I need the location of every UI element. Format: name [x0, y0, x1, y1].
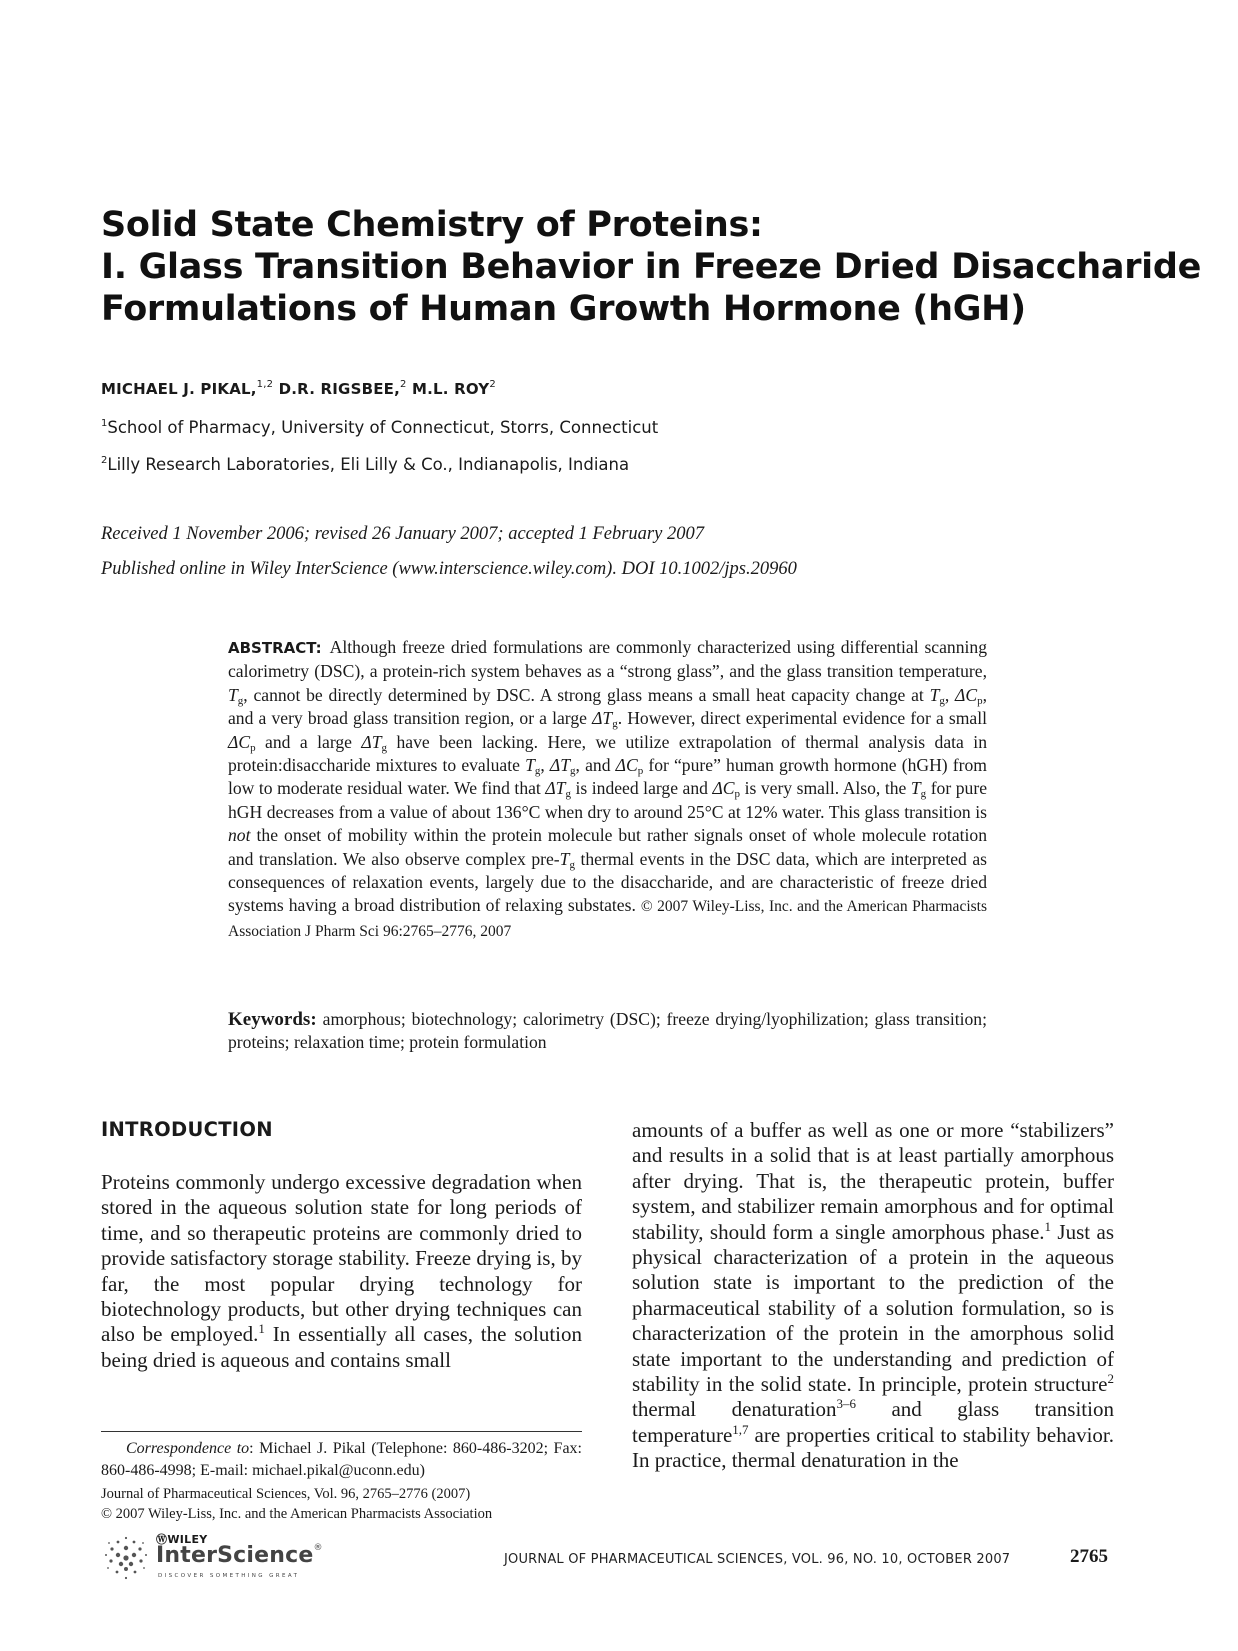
logo-name — [156, 1543, 323, 1568]
subscript: g — [612, 718, 618, 731]
correspondence-text: : Michael J. Pikal (Telephone: 860-486-3202; Fax: 860-486-4998; E-mail: michael.pikal@uconn.edu) — [101, 1440, 582, 1479]
subscript: p — [734, 788, 741, 801]
body-text: Proteins commonly undergo excessive degradation when stored in the aqueous solution state for long periods of time, and so therapeutic proteins are commonly dried to provide satisfactory storage stability. Freeze drying is, by far, the most popular drying technology for biotechnology products, but other drying techniques can also be employed. — [101, 1170, 582, 1347]
author-name: M.L. ROY — [412, 380, 490, 398]
title-line-1: Solid State Chemistry of Proteins: — [101, 205, 763, 245]
body-text: thermal denaturation — [632, 1397, 837, 1422]
abstract-text: and a large — [255, 731, 362, 752]
correspondence-label: Correspondence to — [126, 1440, 250, 1457]
title-line-3: Formulations of Human Growth Hormone (hGH) — [101, 289, 1026, 329]
article-title — [101, 204, 1202, 330]
emphasis: not — [228, 825, 251, 846]
keywords-label: Keywords: — [228, 1009, 317, 1030]
subscript: g — [920, 788, 927, 801]
symbol: ΔT — [545, 778, 566, 799]
affiliation-sup: 1 — [101, 418, 108, 429]
journal-info — [101, 1485, 582, 1524]
abstract-text: thermal events in the DSC data, which are interpreted as consequences of relaxation events, largely due to the disaccharide, and are characteristic of freeze dried systems having a broad distribution of relaxing substates. — [228, 848, 987, 916]
subscript: p — [977, 694, 983, 707]
abstract-text: for “pure” human growth hormone (hGH) from low to moderate residual water. We find that — [228, 755, 987, 799]
symbol: ΔT — [592, 708, 613, 729]
reference-sup[interactable]: 3–6 — [836, 1396, 857, 1412]
symbol: T — [559, 848, 570, 869]
symbol: ΔT — [361, 731, 382, 752]
abstract-text: , and a very broad glass transition region, or a large — [228, 684, 988, 729]
affiliation — [101, 418, 658, 437]
page-number: 2765 — [1070, 1546, 1108, 1567]
copyright-line: © 2007 Wiley-Liss, Inc. and the American Pharmacists Association — [101, 1505, 493, 1522]
symbol: T — [910, 778, 921, 799]
reference-sup[interactable]: 1 — [1044, 1218, 1052, 1234]
abstract-label: ABSTRACT: — [228, 639, 322, 657]
author-name: D.R. RIGSBEE, — [278, 380, 400, 398]
body-text: Just as physical characterization of a protein in the aqueous solution state is important to the prediction of the pharmaceutical stability of a solution formulation, so is characterization of the protein in the amorphous solid state important to the understanding and prediction of stability in the solid state. In principle, protein structure — [632, 1219, 1114, 1397]
abstract — [228, 636, 987, 943]
symbol: T — [525, 755, 535, 776]
reference-sup[interactable]: 2 — [1107, 1371, 1114, 1387]
abstract-text: Although freeze dried formulations are commonly characterized using differential scanning calorimetry (DSC), a protein-rich system behaves as a “strong glass”, and the glass transition temperature, — [228, 637, 987, 682]
subscript: g — [237, 694, 244, 707]
reference-sup[interactable]: 1,7 — [732, 1421, 749, 1437]
abstract-text: have been lacking. Here, we utilize extrapolation of thermal analysis data in protein:disaccharide mixtures to evaluate — [228, 731, 987, 776]
section-heading: INTRODUCTION — [101, 1118, 273, 1141]
symbol: T — [929, 684, 940, 705]
subscript: g — [939, 694, 945, 707]
abstract-text: is indeed large and — [570, 778, 713, 799]
title-line-2: I. Glass Transition Behavior in Freeze Dried Disaccharide — [101, 247, 1202, 287]
author-list — [101, 380, 496, 398]
affiliation — [101, 455, 629, 474]
abstract-text: for pure hGH decreases from a value of about 136°C when dry to around 25°C at 12% water. This glass transition is — [228, 778, 987, 822]
body-text: In essentially all cases, the solution being dried is aqueous and contains small — [101, 1322, 582, 1372]
body-text: are properties critical to stability behavior. In practice, thermal denaturation in the — [632, 1422, 1114, 1473]
subscript: g — [570, 765, 576, 778]
publication-info: Published online in Wiley InterScience (www.interscience.wiley.com). DOI 10.1002/jps.20960 — [101, 559, 797, 579]
abstract-text: , cannot be directly determined by DSC. A strong glass means a small heat capacity change at — [243, 684, 930, 705]
subscript: p — [637, 765, 644, 778]
subscript: g — [569, 858, 575, 871]
author-affil-sup: 2 — [400, 379, 407, 390]
body-text: amounts of a buffer as well as one or more “stabilizers” and results in a solid that is at least partially amorphous after drying. That is, the therapeutic protein, buffer system, and stabilizer remain amorphous and for optimal stability, should form a single amorphous phase. — [632, 1118, 1114, 1244]
subscript: g — [534, 765, 541, 778]
footnote-divider — [101, 1431, 582, 1432]
journal-line: Journal of Pharmaceutical Sciences, Vol. 96, 2765–2776 (2007) — [101, 1486, 471, 1502]
logo-name-text: InterScience — [156, 1543, 314, 1568]
reference-sup[interactable]: 1 — [258, 1321, 265, 1337]
wiley-interscience-logo — [100, 1533, 340, 1583]
symbol: ΔT — [549, 755, 571, 776]
body-text: and glass transition temperature — [632, 1397, 1114, 1447]
subscript: g — [381, 741, 388, 754]
abstract-text: , — [944, 684, 956, 705]
registered-mark: ® — [313, 1543, 323, 1553]
keywords — [228, 1008, 987, 1055]
symbol: T — [228, 684, 238, 705]
author-affil-sup: 2 — [489, 379, 496, 390]
abstract-text: , and — [575, 755, 616, 776]
abstract-text: , — [540, 755, 550, 776]
abstract-citation: © 2007 Wiley-Liss, Inc. and the American Pharmacists Association J Pharm Sci 96:2765–2776, 2007 — [228, 898, 987, 940]
affiliation-text: School of Pharmacy, University of Connecticut, Storrs, Connecticut — [107, 418, 659, 437]
abstract-text: the onset of mobility within the protein molecule but rather signals onset of whole molecule rotation and translation. We also observe complex pre- — [228, 825, 987, 869]
abstract-text: . However, direct experimental evidence for a small — [617, 708, 987, 729]
affiliation-text: Lilly Research Laboratories, Eli Lilly & Co., Indianapolis, Indiana — [107, 455, 630, 474]
symbol: ΔC — [615, 755, 638, 776]
running-footer: JOURNAL OF PHARMACEUTICAL SCIENCES, VOL. 96, NO. 10, OCTOBER 2007 — [504, 1552, 1011, 1567]
subscript: p — [250, 741, 256, 754]
logo-wiley-text: WILEY — [167, 1533, 208, 1546]
affiliation-sup: 2 — [101, 455, 108, 466]
globe-icon — [100, 1533, 152, 1583]
symbol: ΔC — [228, 731, 251, 752]
received-dates: Received 1 November 2006; revised 26 January 2007; accepted 1 February 2007 — [101, 524, 704, 544]
author-affil-sup: 1,2 — [256, 379, 274, 390]
symbol: ΔC — [712, 778, 735, 799]
correspondence-footnote — [101, 1438, 582, 1481]
author-name: MICHAEL J. PIKAL, — [101, 380, 257, 398]
subscript: g — [565, 788, 571, 801]
abstract-text: is very small. Also, the — [740, 778, 911, 799]
symbol: ΔC — [955, 684, 978, 705]
logo-tagline: DISCOVER SOMETHING GREAT — [158, 1573, 300, 1579]
body-column-right — [632, 1118, 1114, 1474]
keywords-text: amorphous; biotechnology; calorimetry (DSC); freeze drying/lyophilization; glass transition; proteins; relaxation time; protein formulation — [228, 1009, 987, 1053]
body-column-left — [101, 1170, 582, 1373]
logo-wiley: ⓌWILEY — [156, 1533, 208, 1546]
